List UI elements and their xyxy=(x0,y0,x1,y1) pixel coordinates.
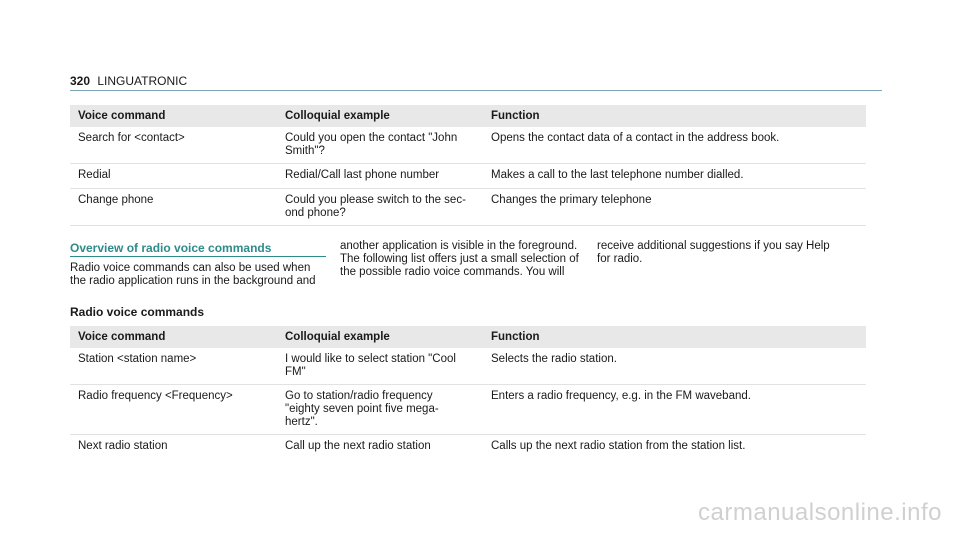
table-row xyxy=(70,189,866,226)
table-header-row xyxy=(70,105,866,127)
table-cell: Redial/Call last phone number xyxy=(277,164,483,189)
phone-commands-table xyxy=(70,105,866,226)
table-cell: Radio frequency <Frequency> xyxy=(70,385,277,435)
table-cell: I would like to select station "Cool FM" xyxy=(277,348,483,385)
page-number: 320 xyxy=(70,74,91,88)
table-cell: Enters a radio frequency, e.g. in the FM waveband. xyxy=(483,385,866,435)
table-row xyxy=(70,127,866,164)
table-row xyxy=(70,435,866,459)
column-header-voice-command: Voice command xyxy=(70,105,277,127)
table-row xyxy=(70,385,866,435)
table-cell: Go to station/radio frequency "eighty seven point five mega- hertz". xyxy=(277,385,483,435)
table-cell: Selects the radio station. xyxy=(483,348,866,385)
table-cell: Changes the primary telephone xyxy=(483,189,866,226)
table-cell: Change phone xyxy=(70,189,277,226)
table-cell: Calls up the next radio station from the station list. xyxy=(491,440,746,452)
section-heading: Overview of radio voice commands xyxy=(70,241,272,255)
column-header-colloquial-example: Colloquial example xyxy=(277,105,483,127)
column-header-voice-command: Voice command xyxy=(70,326,277,348)
table-cell: Next radio station xyxy=(78,440,168,452)
page-header xyxy=(70,74,187,88)
section-heading-underline xyxy=(70,256,326,257)
header-divider xyxy=(70,90,882,91)
table-cell: Opens the contact data of a contact in the address book. xyxy=(483,127,866,164)
table-caption: Radio voice commands xyxy=(70,305,205,319)
table-header-row xyxy=(70,326,866,348)
table-cell: Makes a call to the last telephone number dialled. xyxy=(483,164,866,189)
table-row xyxy=(70,348,866,385)
table-cell: Call up the next radio station xyxy=(285,440,431,452)
body-text-column-3: receive additional suggestions if you say Help for radio. xyxy=(597,240,830,265)
radio-commands-table xyxy=(70,326,866,458)
table-cell: Search for <contact> xyxy=(70,127,277,164)
table-row xyxy=(70,164,866,189)
body-text-column-1: Radio voice commands can also be used when the radio application runs in the background and xyxy=(70,262,316,287)
column-header-function: Function xyxy=(483,105,866,127)
body-text-column-2: another application is visible in the foreground. The following list offers just a small selection of the possible radio voice commands. You will xyxy=(340,240,579,278)
table-cell: Station <station name> xyxy=(70,348,277,385)
table-cell: Could you please switch to the sec- ond phone? xyxy=(277,189,483,226)
column-header-colloquial-example: Colloquial example xyxy=(277,326,483,348)
watermark: carmanualsonline.info xyxy=(698,499,942,526)
section-name: LINGUATRONIC xyxy=(97,74,188,88)
table-cell: Could you open the contact "John Smith"? xyxy=(277,127,483,164)
table-cell: Redial xyxy=(70,164,277,189)
column-header-function: Function xyxy=(483,326,866,348)
